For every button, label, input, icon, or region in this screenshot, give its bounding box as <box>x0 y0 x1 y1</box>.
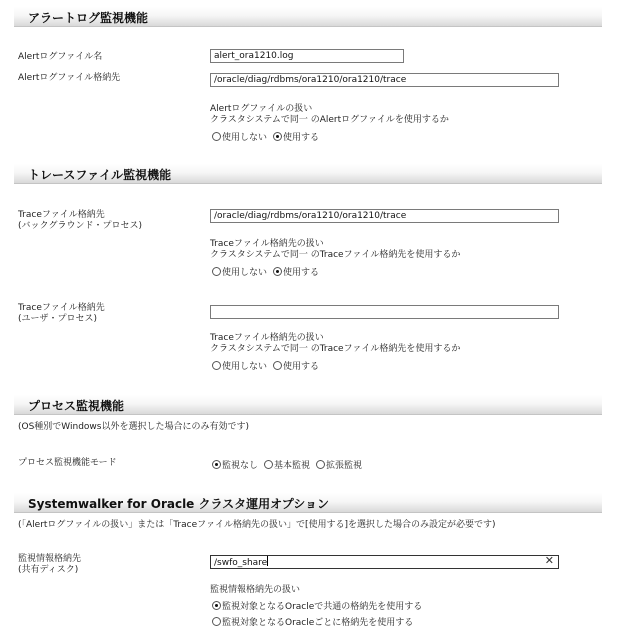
trace-user-radio-use[interactable] <box>273 359 319 372</box>
share-radio-common-label: 監視対象となるOracleで共通の格納先を使用する <box>222 602 423 612</box>
process-radio-none[interactable] <box>212 458 258 471</box>
alert-section-header <box>14 7 602 27</box>
trace-bg-radio-use[interactable] <box>273 265 319 278</box>
process-radio-extended[interactable] <box>316 458 362 471</box>
share-location-value: /swfo_share <box>214 558 268 568</box>
clear-icon[interactable]: ✕ <box>544 555 554 567</box>
trace-user-label-2: (ユーザ・プロセス) <box>18 314 98 324</box>
trace-bg-desc-2: クラスタシステムで同一 のTraceファイル格納先を使用するか <box>210 250 461 260</box>
radio-icon <box>212 132 221 141</box>
trace-bg-radio-not-use-label: 使用しない <box>222 268 268 278</box>
trace-section-header <box>14 164 602 184</box>
radio-icon <box>264 460 273 469</box>
trace-user-radio-group <box>212 359 325 372</box>
process-radio-extended-label: 拡張監視 <box>326 461 363 471</box>
trace-bg-location-input[interactable]: /oracle/diag/rdbms/ora1210/ora1210/trace <box>210 209 559 223</box>
alert-handling-desc-1: Alertログファイルの扱い <box>210 104 313 114</box>
share-location-input[interactable] <box>210 555 559 569</box>
text-caret <box>267 556 268 566</box>
alert-radio-use[interactable] <box>273 130 319 143</box>
trace-user-radio-use-label: 使用する <box>283 362 320 372</box>
process-section-title: プロセス監視機能 <box>28 399 125 413</box>
alert-location-input[interactable]: /oracle/diag/rdbms/ora1210/ora1210/trace <box>210 73 559 87</box>
radio-icon <box>212 267 221 276</box>
share-location-label-1: 監視情報格納先 <box>18 554 82 564</box>
process-mode-radio-group <box>212 458 368 471</box>
trace-bg-label-2: (バックグラウンド・プロセス) <box>18 221 143 231</box>
radio-icon <box>316 460 325 469</box>
cluster-section-header <box>14 493 602 513</box>
trace-user-desc-1: Traceファイル格納先の扱い <box>210 333 324 343</box>
process-radio-basic-label: 基本監視 <box>274 461 311 471</box>
alert-filename-label: Alertログファイル名 <box>18 52 103 62</box>
process-section-header <box>14 395 602 415</box>
radio-selected-icon <box>273 132 282 141</box>
trace-user-location-input[interactable] <box>210 305 559 319</box>
share-handling-label: 監視情報格納先の扱い <box>210 585 301 595</box>
share-radio-each[interactable] <box>212 615 413 628</box>
trace-bg-radio-group <box>212 265 325 278</box>
process-radio-none-label: 監視なし <box>222 461 259 471</box>
share-radio-each-label: 監視対象となるOracleごとに格納先を使用する <box>222 618 414 628</box>
alert-radio-not-use[interactable] <box>212 130 267 143</box>
trace-bg-label-1: Traceファイル格納先 <box>18 210 105 220</box>
alert-handling-radio-group <box>212 130 325 143</box>
radio-icon <box>212 617 221 626</box>
alert-handling-desc-2: クラスタシステムで同一 のAlertログファイルを使用するか <box>210 115 449 125</box>
alert-filename-input[interactable]: alert_ora1210.log <box>210 49 404 63</box>
alert-section-title: アラートログ監視機能 <box>28 11 149 25</box>
radio-selected-icon <box>273 267 282 276</box>
alert-radio-not-use-label: 使用しない <box>222 133 268 143</box>
process-section-note: (OS種別でWindows以外を選択した場合にのみ有効です) <box>18 422 249 432</box>
alert-radio-use-label: 使用する <box>283 133 320 143</box>
cluster-section-note: (「Alertログファイルの扱い」または「Traceファイル格納先の扱い」で[使用する]を選択した場合のみ設定が必要です) <box>18 520 496 530</box>
trace-user-radio-not-use[interactable] <box>212 359 267 372</box>
trace-bg-desc-1: Traceファイル格納先の扱い <box>210 239 324 249</box>
alert-location-label: Alertログファイル格納先 <box>18 73 121 83</box>
radio-selected-icon <box>212 601 221 610</box>
process-radio-basic[interactable] <box>264 458 310 471</box>
trace-bg-radio-use-label: 使用する <box>283 268 320 278</box>
trace-user-label-1: Traceファイル格納先 <box>18 303 105 313</box>
trace-user-radio-not-use-label: 使用しない <box>222 362 268 372</box>
trace-bg-radio-not-use[interactable] <box>212 265 267 278</box>
process-mode-label: プロセス監視機能モード <box>18 458 117 468</box>
radio-selected-icon <box>212 460 221 469</box>
radio-icon <box>273 361 282 370</box>
share-radio-common[interactable] <box>212 599 422 612</box>
share-location-label-2: (共有ディスク) <box>18 565 79 575</box>
trace-user-desc-2: クラスタシステムで同一 のTraceファイル格納先を使用するか <box>210 344 461 354</box>
radio-icon <box>212 361 221 370</box>
cluster-section-title: Systemwalker for Oracle クラスタ運用オプション <box>28 497 330 511</box>
trace-section-title: トレースファイル監視機能 <box>28 168 172 182</box>
